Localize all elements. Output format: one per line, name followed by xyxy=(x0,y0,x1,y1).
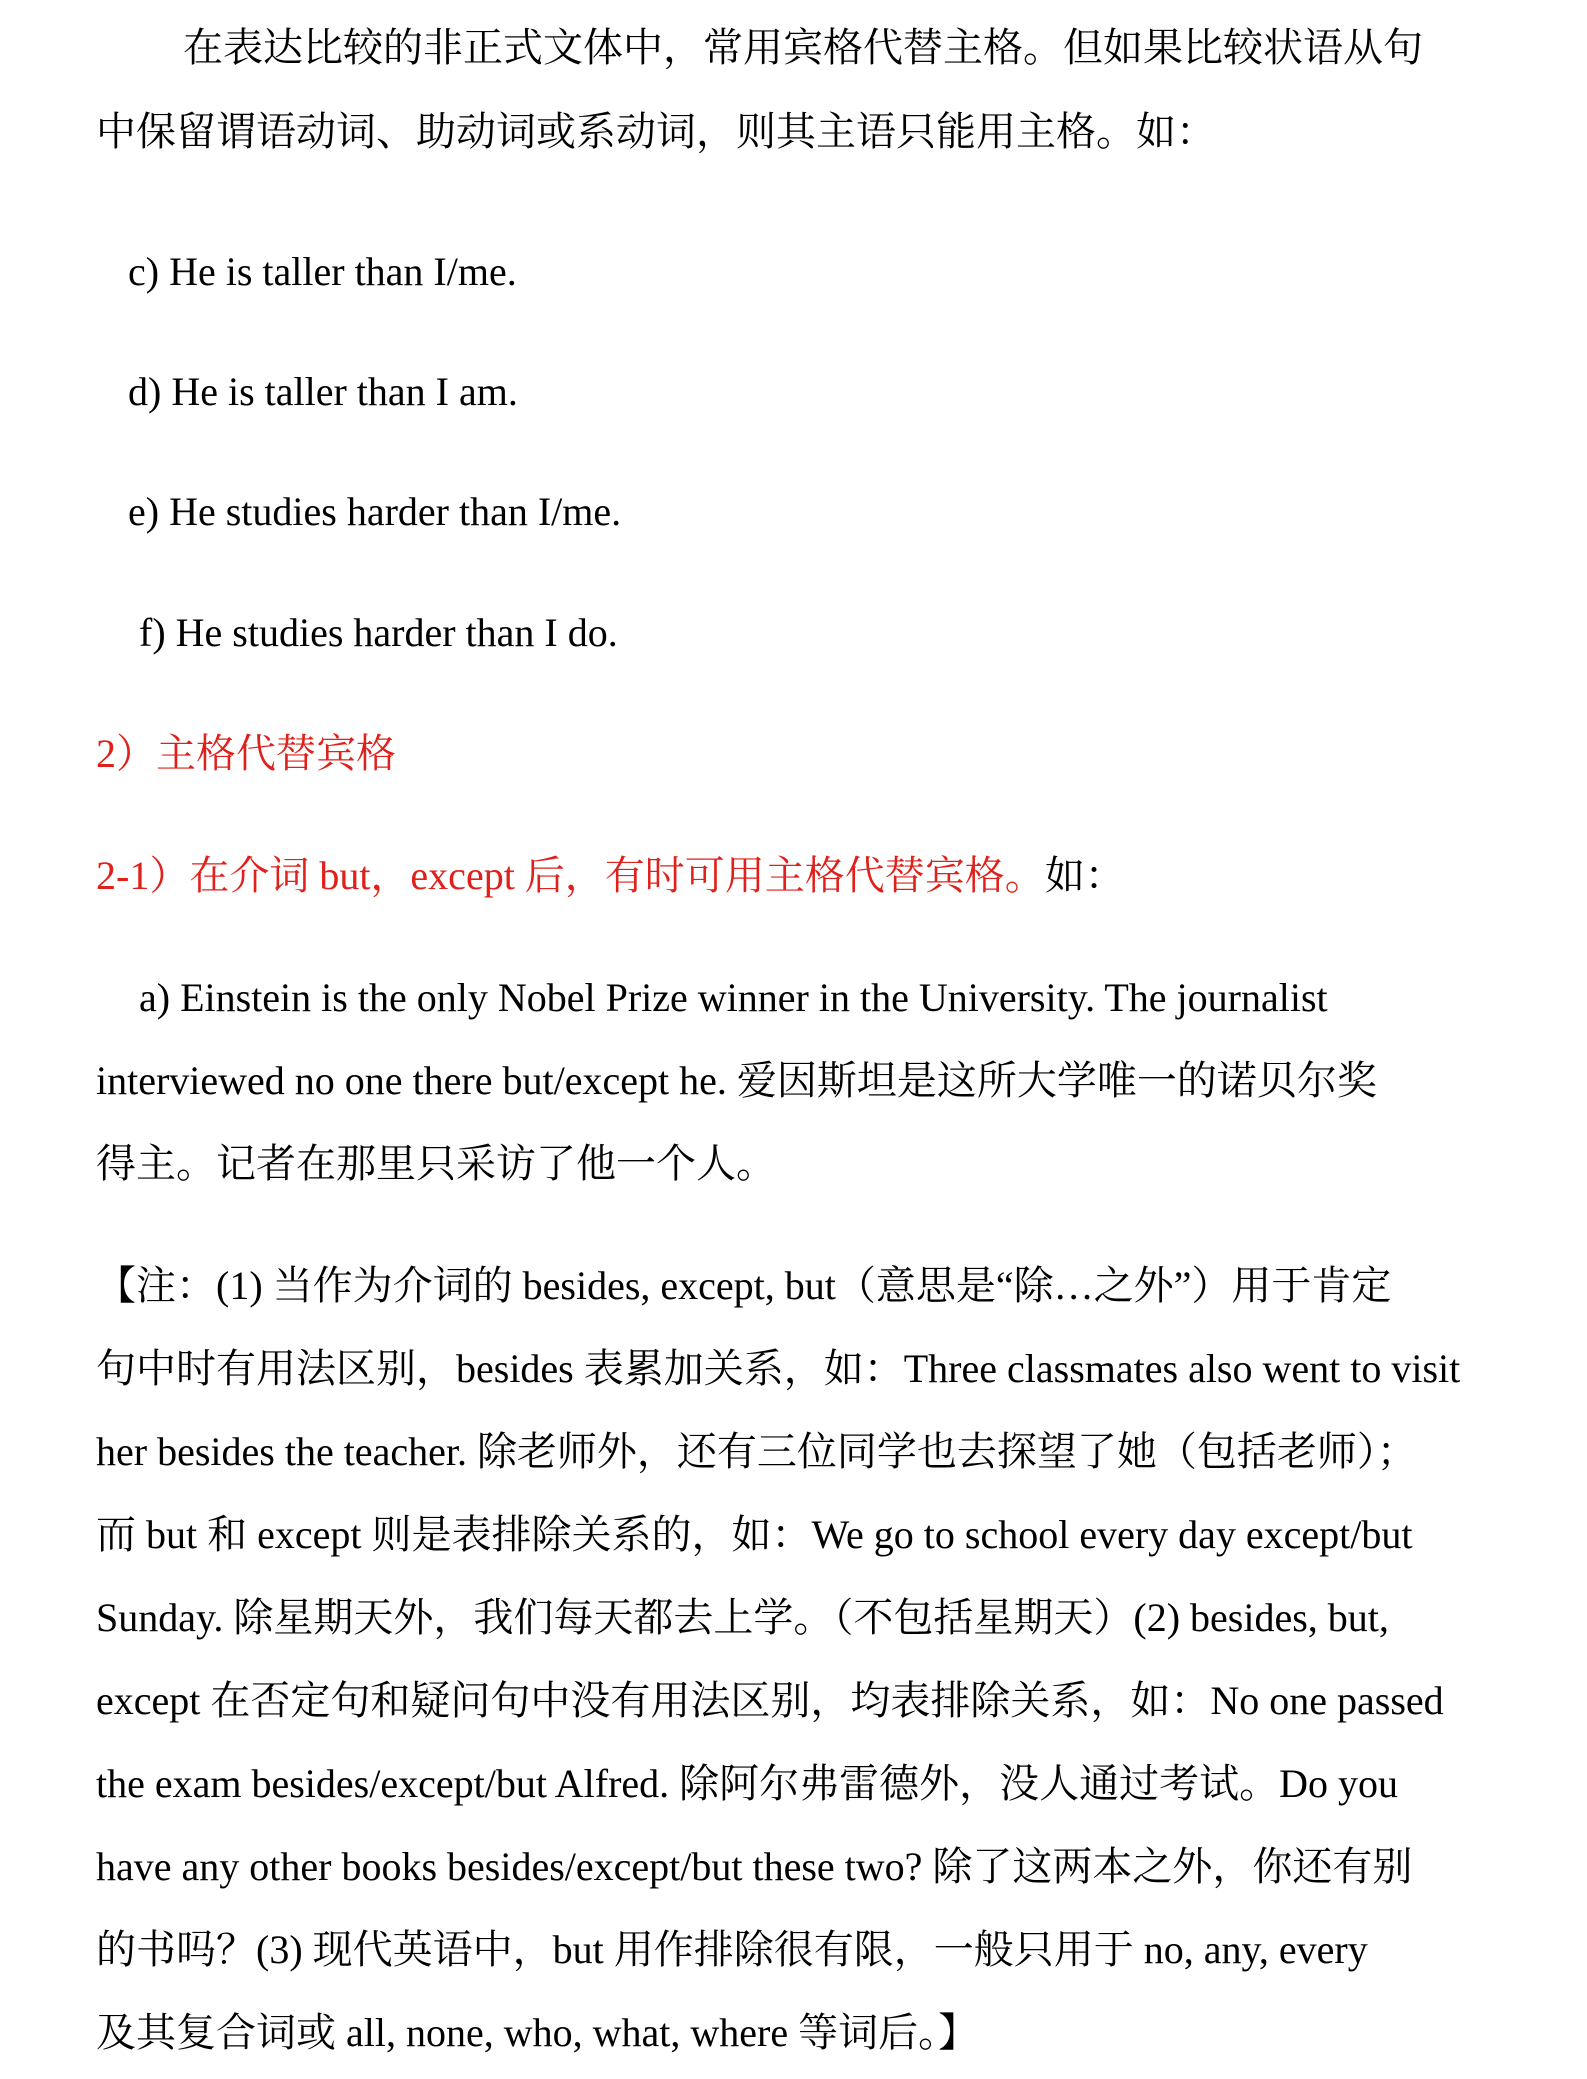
example-e: e) He studies harder than I/me. xyxy=(128,489,622,534)
example-a-line-3: 得主。记者在那里只采访了他一个人。 xyxy=(96,1141,776,1186)
note-line-5: Sunday. 除星期天外，我们每天都去上学。（不包括星期天）(2) besides, but, xyxy=(96,1595,1389,1640)
note-line-2: 句中时有用法区别，besides 表累加关系，如：Three classmates also went to visit xyxy=(96,1346,1461,1391)
subheading-suffix: 如： xyxy=(1044,853,1125,898)
note-line-3: her besides the teacher. 除老师外，还有三位同学也去探望了她（包括老师）； xyxy=(96,1429,1417,1474)
note-line-9: 的书吗？(3) 现代英语中，but 用作排除很有限，一般只用于 no, any, every xyxy=(96,1927,1368,1972)
note-line-4: 而 but 和 except 则是表排除关系的，如：We go to school every day except/but xyxy=(96,1512,1413,1557)
note-line-1: 【注：(1) 当作为介词的 besides, except, but（意思是“除…之外”）用于肯定 xyxy=(96,1263,1392,1308)
section-heading: 2）主格代替宾格 xyxy=(96,731,396,776)
subheading-rule: 2-1）在介词 but，except 后，有时可用主格代替宾格。 xyxy=(96,853,1045,898)
note-line-10: 及其复合词或 all, none, who, what, where 等词后。】 xyxy=(96,2010,979,2055)
note-line-7: the exam besides/except/but Alfred. 除阿尔弗雷德外，没人通过考试。Do you xyxy=(96,1761,1399,1806)
example-a-line-2: interviewed no one there but/except he. 爱因斯坦是这所大学唯一的诺贝尔奖 xyxy=(96,1058,1377,1103)
example-f: f) He studies harder than I do. xyxy=(139,610,618,655)
example-c: c) He is taller than I/me. xyxy=(128,249,517,294)
intro-line-1: 在表达比较的非正式文体中，常用宾格代替主格。但如果比较状语从句 xyxy=(183,25,1423,70)
note-line-8: have any other books besides/except/but these two? 除了这两本之外，你还有别 xyxy=(96,1844,1413,1889)
note-line-6: except 在否定句和疑问句中没有用法区别，均表排除关系，如：No one passed xyxy=(96,1678,1444,1723)
example-a-line-1: a) Einstein is the only Nobel Prize winner in the University. The journalist xyxy=(139,975,1328,1020)
intro-line-2: 中保留谓语动词、助动词或系动词，则其主语只能用主格。如： xyxy=(96,109,1216,154)
example-d: d) He is taller than I am. xyxy=(128,369,518,414)
subheading xyxy=(96,850,1496,902)
